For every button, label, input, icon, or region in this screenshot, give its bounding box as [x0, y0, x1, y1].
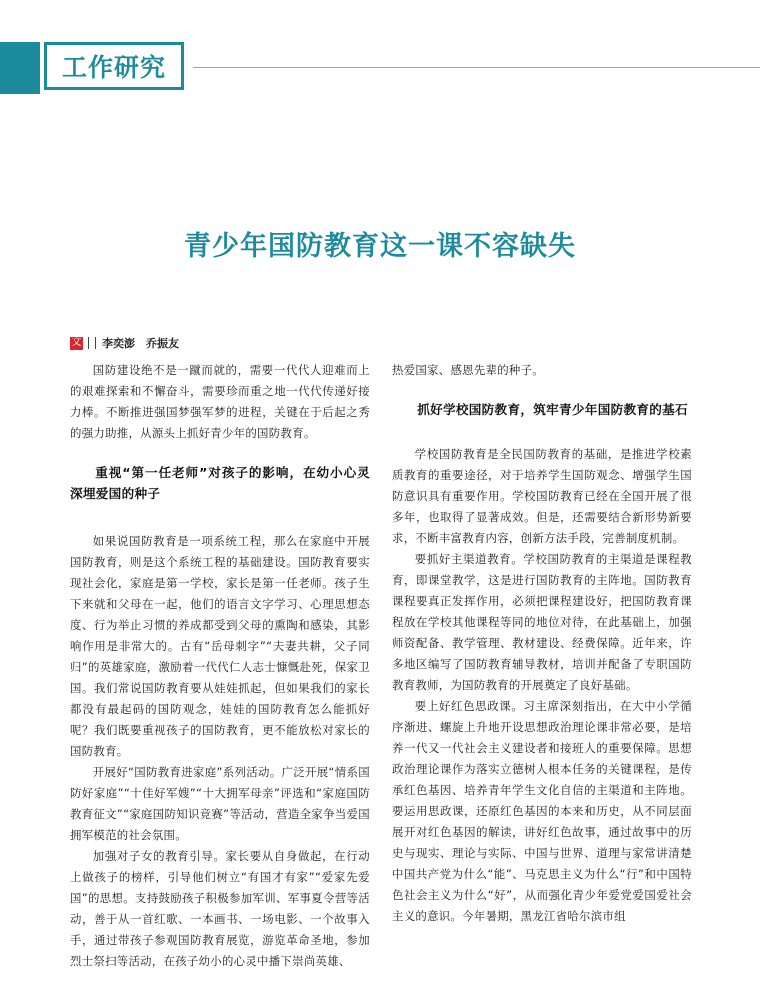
section-label: 工作研究 — [61, 53, 166, 82]
continued-paragraph: 热爱国家、感恩先辈的种子。 — [392, 363, 544, 377]
section-tag — [44, 42, 184, 90]
body-paragraph: 学校国防教育是全民国防教育的基础，是推进学校素质教育的重要途径，对于培养学生国防观念、增强学生国防意识具有重要作用。学校国防教育已经在全国开展了很多年，也取得了显著成效。但是，还需要结合新形势新要求，不断丰富教育内容，创新方法手段，完善制度机制。 — [392, 447, 692, 545]
intro-paragraph: 国防建设绝不是一蹴而就的，需要一代代人迎难而上的艰难探索和不懈奋斗，需要珍而重之地一代代传递好接力棒。不断推进强国梦强军梦的进程，关键在于后起之秀的强力助推，从源头上抓好青少年的国防教育。 — [70, 363, 370, 440]
section-2-heading: 抓好学校国防教育，筑牢青少年国防教育的基石 — [417, 402, 688, 417]
byline-authors: 李奕澎 乔振友 — [102, 337, 179, 350]
header-rule — [193, 67, 760, 68]
section-1-heading: 重视“第一任老师”对孩子的影响，在幼小心灵深埋爱国的种子 — [70, 465, 370, 501]
body-paragraph: 开展好“国防教育进家庭”系列活动。广泛开展“情系国防好家庭”“十佳好军嫂”“十大拥军母亲”评选和“家庭国防教育征文”“家庭国防知识竞赛”等活动，营造全家争当爱国拥军模范的社会氛围。 — [70, 765, 370, 842]
body-paragraph: 要上好红色思政课。习主席深刻指出，在大中小学循序渐进、螺旋上升地开设思想政治理论课非常必要，是培养一代又一代社会主义建设者和接班人的重要保障。思想政治理论课作为落实立德树人根本任务的关键课程，是传承红色基因、培养青年学生文化自信的主渠道和主阵地。要运用思政课，还原红色基因的本来和历史，从不同层面展开对红色基因的解读，讲好红色故事，通过故事中的历史与现实、理论与实际、中国与世界、道理与家常讲清楚中国共产党为什么“能”、马克思主义为什么“行”和中国特色社会主义为什么“好”，从而强化青少年爱党爱国爱社会主义的意识。今年暑期，黑龙江省哈尔滨市组 — [392, 699, 692, 923]
byline-separator — [88, 337, 96, 349]
body-paragraph: 要抓好主渠道教育。学校国防教育的主渠道是课程教育，即课堂教学，这是进行国防教育的主阵地。国防教育课程要真正发挥作用，必须把课程建设好，把国防教育课程放在学校其他课程等同的地位对待，在此基础上，加强师资配备、教学管理、教材建设、经费保障。近年来，许多地区编写了国防教育辅导教材，培训并配备了专职国防教育教师，为国防教育的开展奠定了良好基础。 — [392, 552, 692, 692]
body-paragraph: 加强对子女的教育引导。家长要从自身做起，在行动上做孩子的榜样，引导他们树立“有国才有家”“爱家先爱国”的思想。支持鼓励孩子积极参加军训、军事夏令营等活动，善于从一首红歌、一本画书、一场电影、一个故事入手，通过带孩子参观国防教育展览，游览革命圣地，参加烈士祭扫等活动，在孩子幼小的心灵中播下崇尚英雄、 — [70, 849, 370, 968]
header-accent-block — [0, 42, 40, 94]
byline — [70, 336, 179, 350]
left-column — [70, 360, 370, 972]
right-column — [392, 360, 692, 927]
byline-marker-icon: 文 — [71, 337, 82, 348]
body-paragraph: 如果说国防教育是一项系统工程，那么在家庭中开展国防教育，则是这个系统工程的基础建设。国防教育要实现社会化，家庭是第一学校，家长是第一任老师。孩子生下来就和父母在一起，他们的语言文字学习、心理思想态度、行为举止习惯的养成都受到父母的熏陶和感染，其影响作用是非常大的。古有“岳母刺字”“夫妻共耕，父子同归”的英雄家庭，激励着一代代仁人志士慷慨赴死，保家卫国。我们常说国防教育要从娃娃抓起，但如果我们的家长都没有最起码的国防观念，娃娃的国防教育怎么能抓好呢？我们既要重视孩子的国防教育，更不能放松对家长的国防教育。 — [70, 534, 370, 758]
article-title: 青少年国防教育这一课不容缺失 — [184, 231, 576, 262]
